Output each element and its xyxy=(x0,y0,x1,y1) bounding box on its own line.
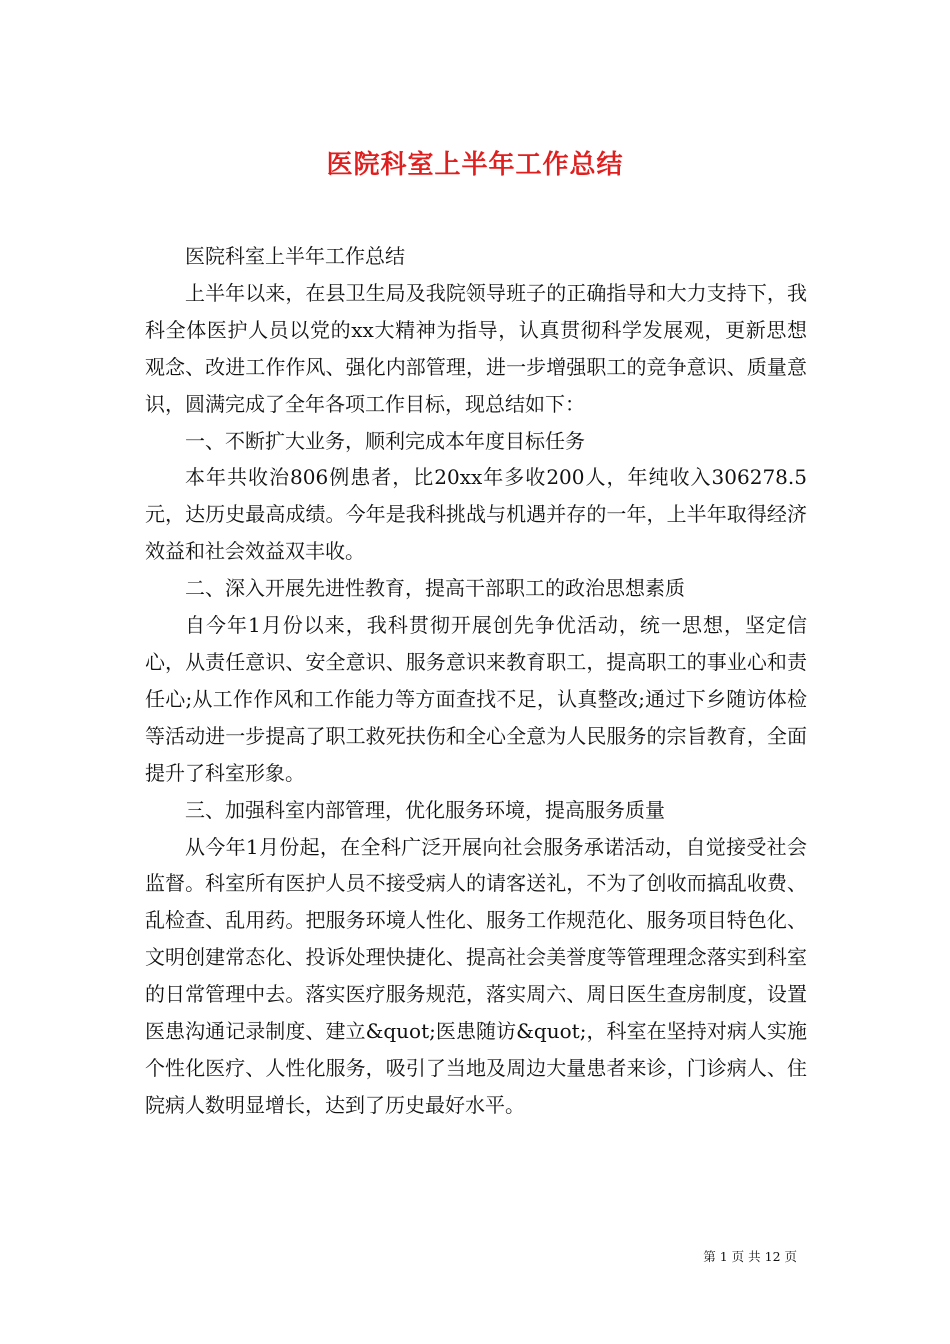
subtitle-paragraph: 医院科室上半年工作总结 xyxy=(185,244,405,268)
section-heading-2: 二、深入开展先进性教育，提高干部职工的政治思想素质 xyxy=(185,576,685,601)
section-paragraph-3: 从今年1月份起，在全科广泛开展向社会服务承诺活动，自觉接受社会监督。科室所有医护人员不接受病人的请客送礼，不为了创收而搞乱收费、乱检查、乱用药。把服务环境人性化、服务工作规范化、服务项目特色化、文明创建常态化、投诉处理快捷化、提高社会美誉度等管理理念落实到科室的日常管理中去。落实医疗服务规范，落实周六、周日医生查房制度，设置医患沟通记录制度、建立&quot;医患随访&quot;，科室在坚持对病人实施个性化医疗、人性化服务，吸引了当地及周边大量患者来诊，门诊病人、住院病人数明显增长，达到了历史最好水平。 xyxy=(145,834,807,1117)
section-paragraph-1: 本年共收治806例患者，比20xx年多收200人，年纯收入306278.5元，达历史最高成绩。今年是我科挑战与机遇并存的一年，上半年取得经济效益和社会效益双丰收。 xyxy=(145,465,807,564)
section-heading-3: 三、加强科室内部管理，优化服务环境，提高服务质量 xyxy=(185,797,665,822)
section-heading-1: 一、不断扩大业务，顺利完成本年度目标任务 xyxy=(185,428,585,453)
intro-paragraph: 上半年以来，在县卫生局及我院领导班子的正确指导和大力支持下，我科全体医护人员以党的xx大精神为指导，认真贯彻科学发展观，更新思想观念、改进工作作风、强化内部管理，进一步增强职工的竞争意识、质量意识，圆满完成了全年各项工作目标，现总结如下： xyxy=(145,280,807,416)
document-body xyxy=(145,238,807,1124)
page-number: 第 1 页 共 12 页 xyxy=(703,1249,797,1264)
section-paragraph-2: 自今年1月份以来，我科贯彻开展创先争优活动，统一思想，坚定信心，从责任意识、安全意识、服务意识来教育职工，提高职工的事业心和责任心;从工作作风和工作能力等方面查找不足，认真整改;通过下乡随访体检等活动进一步提高了职工救死扶伤和全心全意为人民服务的宗旨教育，全面提升了科室形象。 xyxy=(145,613,807,785)
page-title: 医院科室上半年工作总结 xyxy=(326,150,624,181)
